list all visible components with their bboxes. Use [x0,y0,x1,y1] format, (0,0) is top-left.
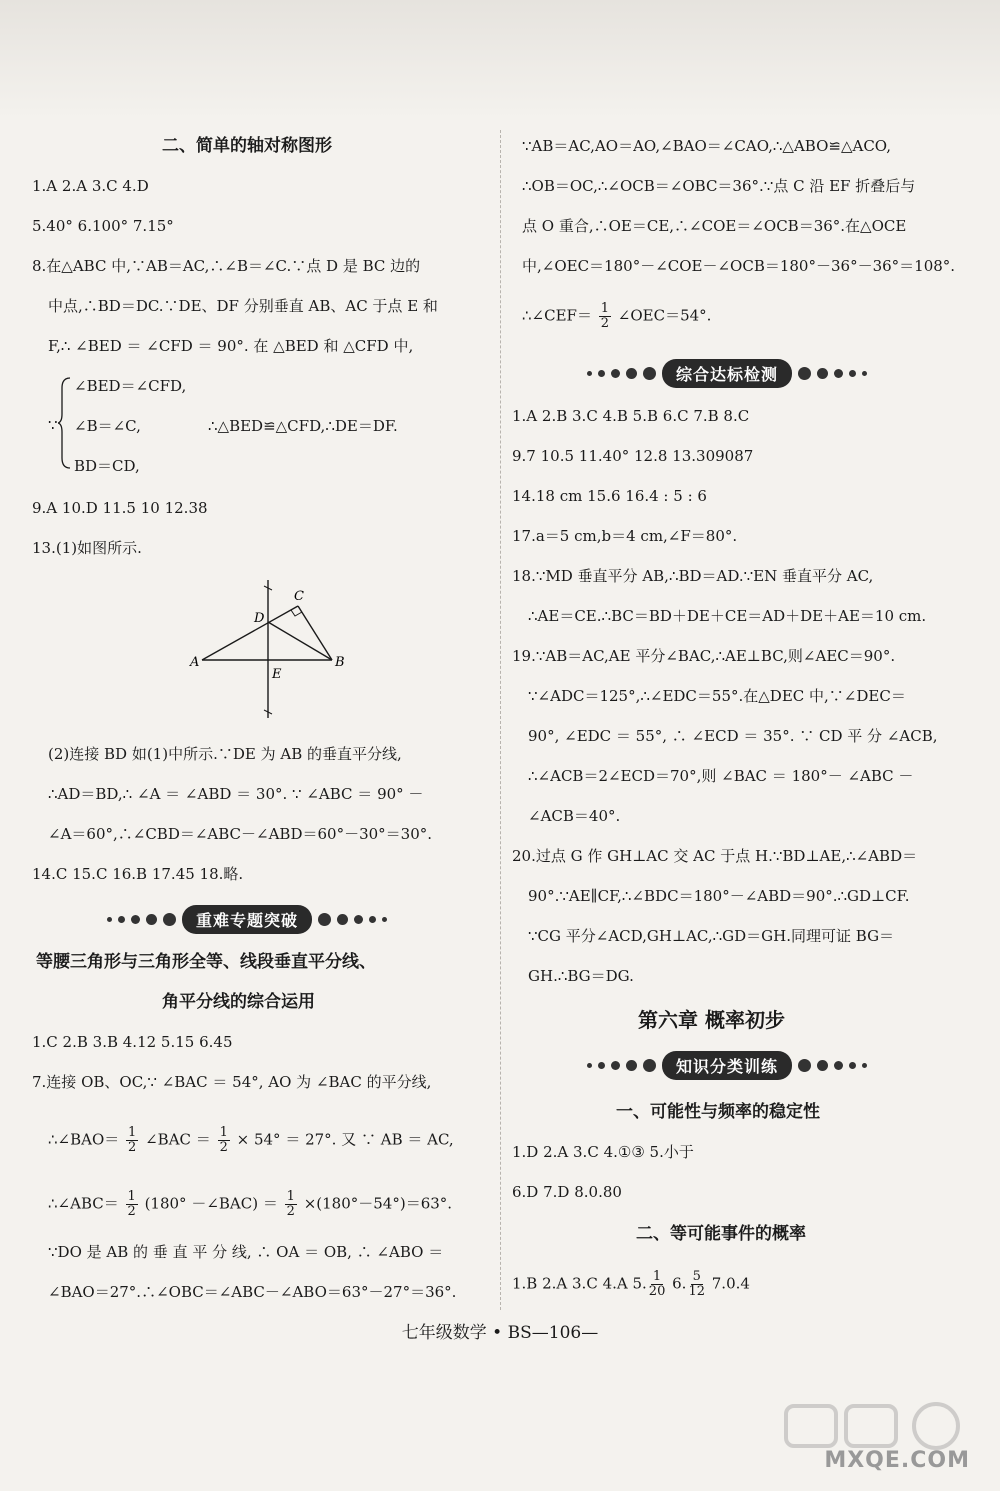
banner-dot [382,917,387,922]
banner-dot [611,369,620,378]
system-conclusion: ∴△BED≌△CFD,∴DE＝DF. [208,417,398,435]
answer-line: 9.7 10.5 11.40° 12.8 13.309087 [512,447,754,465]
banner-dot [626,368,637,379]
answer-line: ∵∠ADC＝125°,∴∠EDC＝55°.在△DEC 中,∵∠DEC＝ [528,687,906,705]
answer-line: 90°.∵AE∥CF,∴∠BDC＝180°－∠ABD＝90°.∴GD⊥CF. [528,887,910,905]
answer-line: 5.40° 6.100° 7.15° [32,217,174,235]
answer-line: 14.18 cm 15.6 16.4 : 5 : 6 [512,487,707,505]
banner-dot [643,1059,656,1072]
answer-line: 1.D 2.A 3.C 4.①③ 5.小于 [512,1143,694,1161]
banner-dot [626,1060,637,1071]
fraction [126,1190,138,1219]
answer-line: ∴OB＝OC,∴∠OCB＝∠OBC＝36°.∵点 C 沿 EF 折叠后与 [522,177,916,195]
answer-line: ∠BAO＝27°.∴∠OBC＝∠ABC－∠ABO＝63°－27°＝36°. [48,1283,457,1301]
answer-line: 20.过点 G 作 GH⊥AC 交 AC 于点 H.∵BD⊥AE,∴∠ABD＝ [512,847,918,865]
answer-line: 中点,∴BD＝DC.∵DE、DF 分别垂直 AB、AC 于点 E 和 [48,297,438,315]
fraction-numerator: 1 [652,1269,662,1284]
fraction [126,1126,138,1155]
banner-dot [611,1061,620,1070]
section-banner [512,1050,942,1080]
text-segment: × 54° ＝ 27°. 又 ∵ AB ＝ AC, [236,1130,454,1149]
banner-dot [107,917,112,922]
banner-dot [118,916,125,923]
banner-dot [354,915,363,924]
geometry-figure [182,576,352,726]
banner-dot [598,370,605,377]
section-title: 一、可能性与频率的稳定性 [616,1102,820,1122]
answer-line: 中,∠OEC＝180°－∠COE－∠OCB＝180°－36°－36°＝108°. [522,257,956,275]
banner-dot [834,1061,843,1070]
system-equation: ∠B＝∠C, [74,417,141,435]
system-equation: ∠BED＝∠CFD, [74,377,187,395]
banner-label: 重难专题突破 [182,905,312,934]
answer-line: 19.∵AB＝AC,AE 平分∠BAC,∴AE⊥BC,则∠AEC＝90°. [512,647,896,665]
text-segment: ∴∠ABC＝ [48,1194,119,1213]
fraction-denominator: 12 [688,1284,705,1299]
answer-line: 1.A 2.B 3.C 4.B 5.B 6.C 7.B 8.C [512,407,750,425]
banner-dot [834,369,843,378]
answer-line [48,1126,454,1155]
text-segment: 6. [672,1274,687,1293]
banner-dot [587,371,592,376]
subsection-title: 等腰三角形与三角形全等、线段垂直平分线、 [36,952,376,972]
fraction-denominator: 2 [128,1140,137,1155]
watermark-text: MXQE.COM [824,1448,970,1473]
banner-dot [131,915,140,924]
answer-line: 1.A 2.A 3.C 4.D [32,177,149,195]
fraction-denominator: 2 [127,1204,136,1219]
banner-dot [798,367,811,380]
banner-dot [862,371,867,376]
answer-line: 90°, ∠EDC ＝ 55°, ∴ ∠ECD ＝ 35°. ∵ CD 平 分 ∠ACB, [528,727,938,745]
banner-dot [587,1063,592,1068]
text-segment: (180° －∠BAC) ＝ [144,1194,278,1213]
answer-line [522,302,711,331]
answer-line: F,∴ ∠BED ＝ ∠CFD ＝ 90°. 在 △BED 和 △CFD 中, [48,337,414,355]
banner-dot [146,914,157,925]
answer-line: ∠A＝60°,∴∠CBD＝∠ABC－∠ABD＝60°－30°＝30°. [48,825,433,843]
answer-line: 14.C 15.C 16.B 17.45 18.略. [32,865,244,883]
answer-line: 1.C 2.B 3.B 4.12 5.15 6.45 [32,1033,233,1051]
banner-dot [318,913,331,926]
banner-dot [798,1059,811,1072]
answer-line: 13.(1)如图所示. [32,539,142,557]
fraction-numerator: 1 [286,1189,295,1204]
text-segment: ×(180°－54°)＝63°. [303,1194,453,1213]
chapter-title: 第六章 概率初步 [638,1008,785,1032]
answer-line [48,1190,452,1219]
answer-line: 8.在△ABC 中,∵AB＝AC,∴∠B＝∠C.∵点 D 是 BC 边的 [32,257,421,275]
fraction-numerator: 1 [219,1125,228,1140]
system-equation: BD＝CD, [74,457,140,475]
answer-line: 6.D 7.D 8.0.80 [512,1183,622,1201]
scan-shadow [0,0,1000,120]
point-label-a: A [190,655,200,670]
because-symbol: ∵ [48,416,58,434]
answer-line: ∵DO 是 AB 的 垂 直 平 分 线, ∴ OA ＝ OB, ∴ ∠ABO ＝ [48,1243,444,1261]
answer-line: 7.连接 OB、OC,∵ ∠BAC ＝ 54°, AO 为 ∠BAC 的平分线, [32,1073,432,1091]
point-label-d: D [254,611,265,626]
fraction [218,1126,230,1155]
answer-line: ∴AD＝BD,∴ ∠A ＝ ∠ABD ＝ 30°. ∵ ∠ABC ＝ 90° － [48,785,424,803]
fraction [599,302,611,331]
banner-label: 综合达标检测 [662,359,792,388]
section-title: 二、等可能事件的概率 [636,1224,806,1244]
answer-line: ∵CG 平分∠ACD,GH⊥AC,∴GD＝GH.同理可证 BG＝ [528,927,895,945]
page-footer: 七年级数学 • BS—106— [401,1323,599,1343]
text-segment: ∠BAC ＝ [145,1130,211,1149]
answer-line: 18.∵MD 垂直平分 AB,∴BD＝AD.∵EN 垂直平分 AC, [512,567,874,585]
banner-dot [817,368,828,379]
point-label-c: C [294,589,304,604]
answer-line: ∵AB＝AC,AO＝AO,∠BAO＝∠CAO,∴△ABO≌△ACO, [522,137,891,155]
text-segment: 1.B 2.A 3.C 4.A 5. [512,1274,647,1293]
column-divider [500,130,501,1310]
section-banner [32,904,462,934]
fraction-numerator: 1 [600,301,610,316]
fraction-denominator: 2 [600,316,610,331]
banner-dot [817,1060,828,1071]
banner-dot [849,370,856,377]
answer-line: 9.A 10.D 11.5 10 12.38 [32,499,208,517]
text-segment: ∴∠CEF＝ [522,306,592,325]
answer-line: ∠ACB＝40°. [528,807,621,825]
section-banner [512,358,942,388]
banner-dot [337,914,348,925]
answer-line: GH.∴BG＝DG. [528,967,634,985]
fraction-numerator: 1 [127,1189,136,1204]
fraction-denominator: 2 [219,1140,228,1155]
text-segment: ∠OEC＝54°. [617,306,712,325]
banner-label: 知识分类训练 [662,1051,792,1080]
fraction-numerator: 1 [128,1125,137,1140]
answer-line: 点 O 重合,∴OE＝CE,∴∠COE＝∠OCB＝36°.在△OCE [522,217,907,235]
answer-line [512,1270,750,1299]
banner-dot [643,367,656,380]
text-segment: ∴∠BAO＝ [48,1130,120,1149]
answer-line: (2)连接 BD 如(1)中所示.∵DE 为 AB 的垂直平分线, [48,745,402,763]
answer-line: 17.a＝5 cm,b＝4 cm,∠F＝80°. [512,527,738,545]
fraction [688,1270,705,1299]
fraction-denominator: 20 [648,1284,666,1299]
fraction-denominator: 2 [286,1204,295,1219]
system-brace [58,376,72,470]
banner-dot [598,1062,605,1069]
text-segment: 7.0.4 [711,1274,750,1293]
point-label-e: E [272,667,282,682]
fraction-numerator: 5 [692,1269,701,1284]
answer-line: ∴∠ACB＝2∠ECD＝70°,则 ∠BAC ＝ 180°－ ∠ABC － [528,767,914,785]
subsection-title: 角平分线的综合运用 [162,992,315,1012]
banner-dot [862,1063,867,1068]
point-label-b: B [335,655,345,670]
fraction [649,1270,666,1299]
banner-dot [369,916,376,923]
fraction [285,1190,297,1219]
banner-dot [849,1062,856,1069]
section-title: 二、简单的轴对称图形 [162,136,332,156]
banner-dot [163,913,176,926]
answer-line: ∴AE＝CE.∴BC＝BD＋DE＋CE＝AD＋DE＋AE＝10 cm. [528,607,927,625]
